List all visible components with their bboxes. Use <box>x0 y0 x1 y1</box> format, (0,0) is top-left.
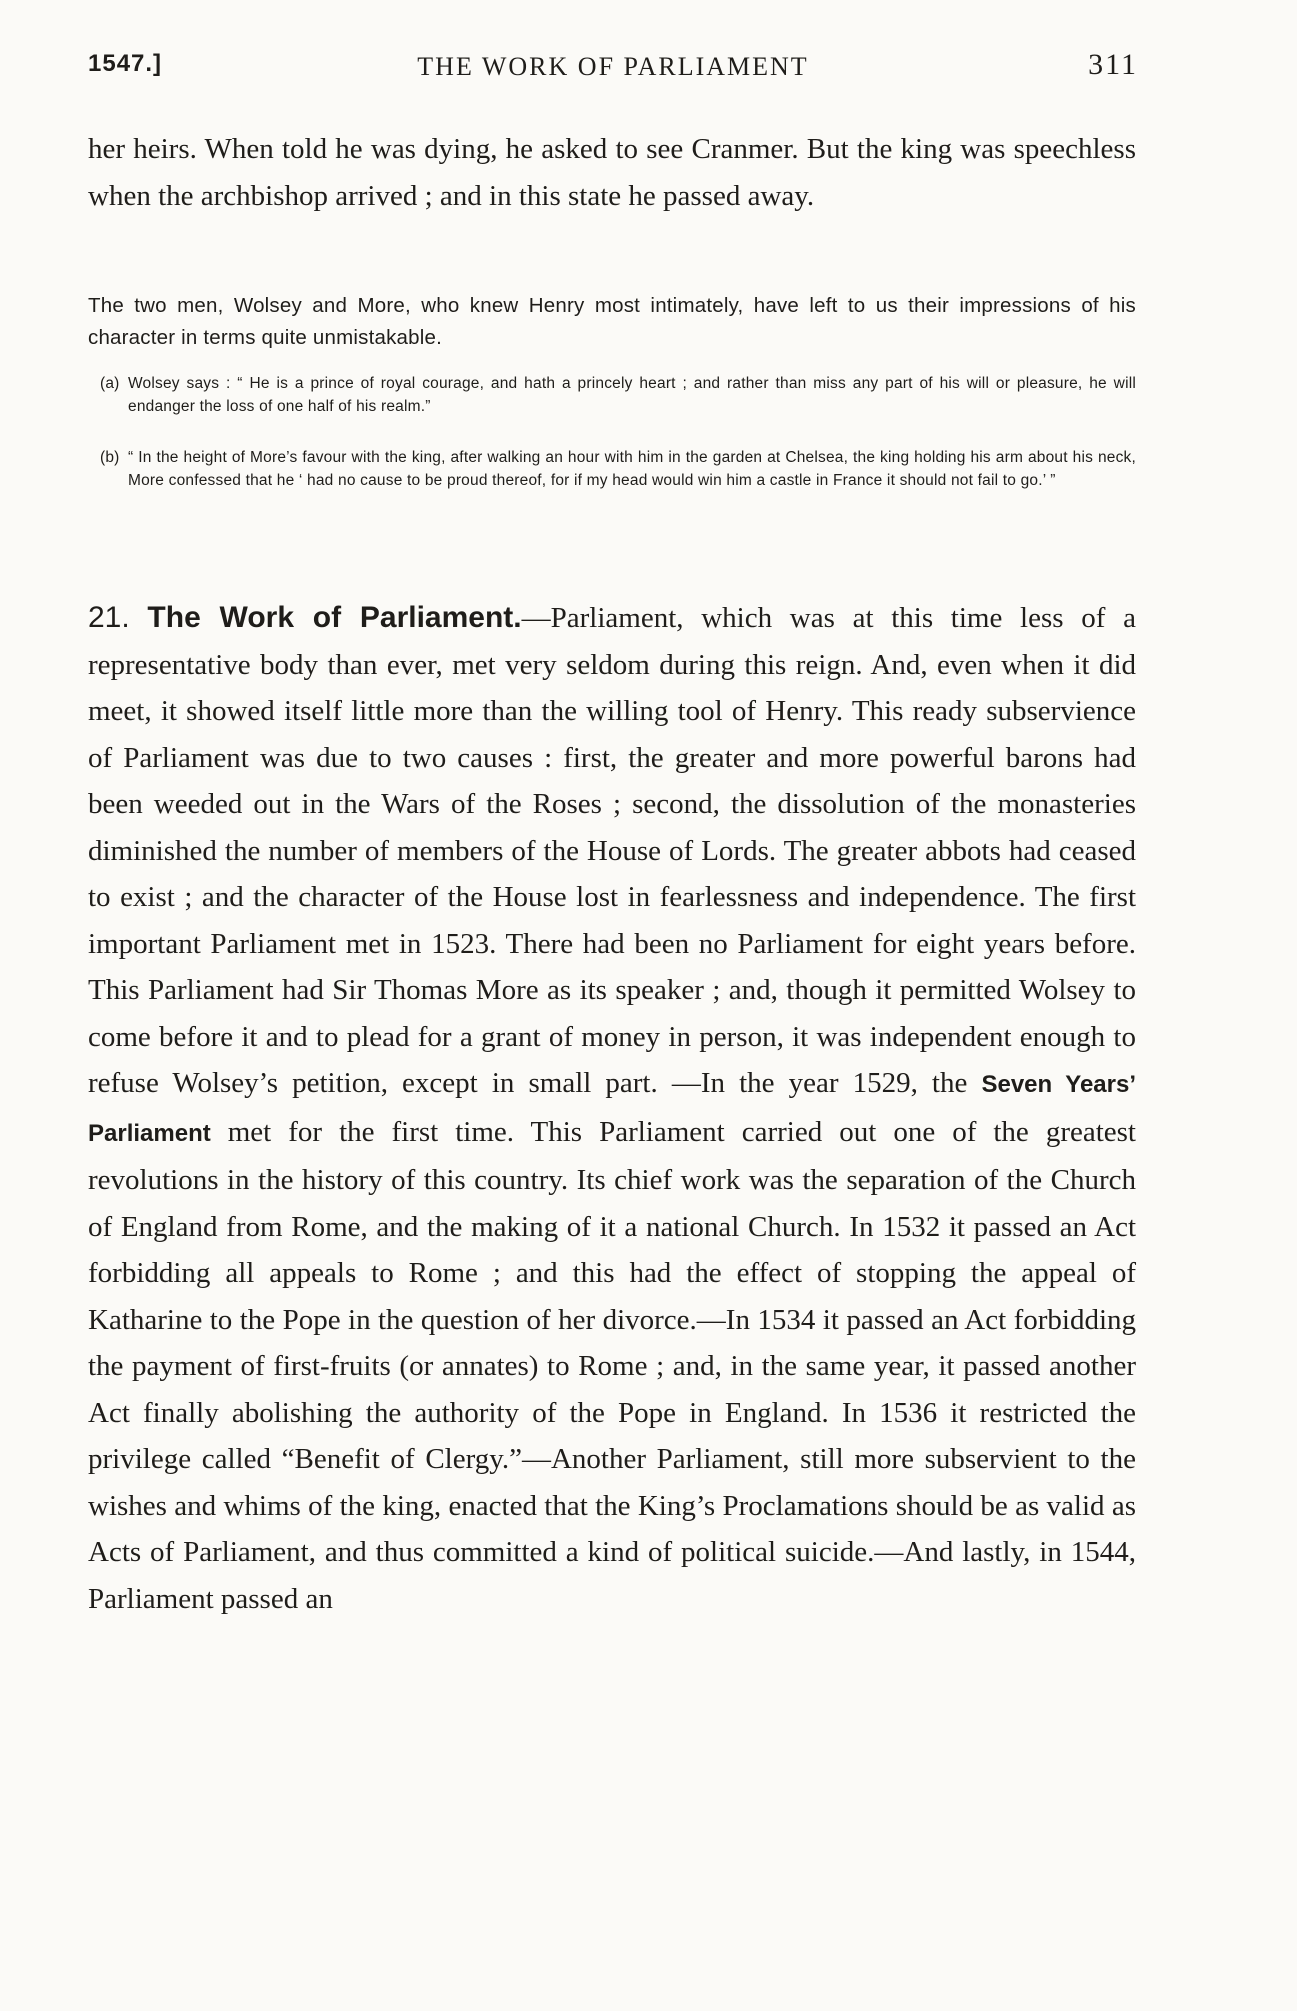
quote-a <box>100 372 1136 418</box>
section-text-b: met for the first time. This Parliament carried out one of the greatest revolutions in the history of this country. Its chief work was the separation of the Church of England from Rome, and the making of it a national Church. In 1532 it passed an Act forbidding all appeals to Rome ; and this had the effect of stopping the appeal of Katharine to the Pope in the question of her divorce.—In 1534 it passed an Act forbidding the payment of first-fruits (or annates) to Rome ; and, in the same year, it passed another Act finally abolishing the authority of the Pope in England. In 1536 it restricted the privilege called “Benefit of Clergy.”—Another Parliament, still more subservient to the wishes and whims of the king, enacted that the King’s Proclamations should be as valid as Acts of Parliament, and thus committed a kind of political suicide.—And lastly, in 1544, Parliament passed an <box>88 1115 1136 1615</box>
section-emphasis: Seven Years’ Parliament <box>88 1071 1136 1147</box>
section-number: 21. <box>88 601 130 634</box>
quote-a-text: Wolsey says : “ He is a prince of royal courage, and hath a princely heart ; and rather than miss any part of his will or pleasure, he will endanger the loss of one half of his realm.” <box>128 375 1136 415</box>
paragraph-continued: her heirs. When told he was dying, he asked to see Cranmer. But the king was speechless when the archbishop arrived ; and in this state he passed away. <box>88 133 1136 212</box>
section-title: The Work of Parliament. <box>147 601 522 634</box>
header-title: THE WORK OF PARLIAMENT <box>417 52 809 81</box>
running-header <box>88 44 1138 94</box>
quote-b-label: (b) <box>100 449 120 466</box>
paragraph-intro: The two men, Wolsey and More, who knew Henry most intimately, have left to us their impressions of his character in terms quite unmistakable. <box>88 294 1136 349</box>
quote-b <box>100 446 1136 492</box>
section-paragraph <box>88 595 1136 1622</box>
page-number: 311 <box>1088 48 1138 81</box>
section-text-a: —Parliament, which was at this time less of a representative body than ever, met very seldom during this reign. And, even when it did meet, it showed itself little more than the willing tool of Henry. This ready subservience of Parliament was due to two causes : first, the greater and more powerful barons had been weeded out in the Wars of the Roses ; second, the dissolution of the monasteries diminished the number of members of the House of Lords. The greater abbots had ceased to exist ; and the character of the House lost in fearlessness and independence. The first important Parliament met in 1523. There had been no Parliament for eight years before. This Parliament had Sir Thomas More as its speaker ; and, though it permitted Wolsey to come before it and to plead for a grant of money in person, it was independent enough to refuse Wolsey’s petition, except in small part. —In the year 1529, the <box>88 602 1136 1099</box>
quote-b-text: “ In the height of More’s favour with the king, after walking an hour with him in the garden at Chelsea, the king holding his arm about his neck, More confessed that he ‘ had no cause to be proud thereof, for if my head would win him a castle in France it should not fail to go.’ ” <box>128 449 1136 489</box>
quote-a-label: (a) <box>100 375 120 392</box>
header-year: 1547.] <box>88 50 163 77</box>
